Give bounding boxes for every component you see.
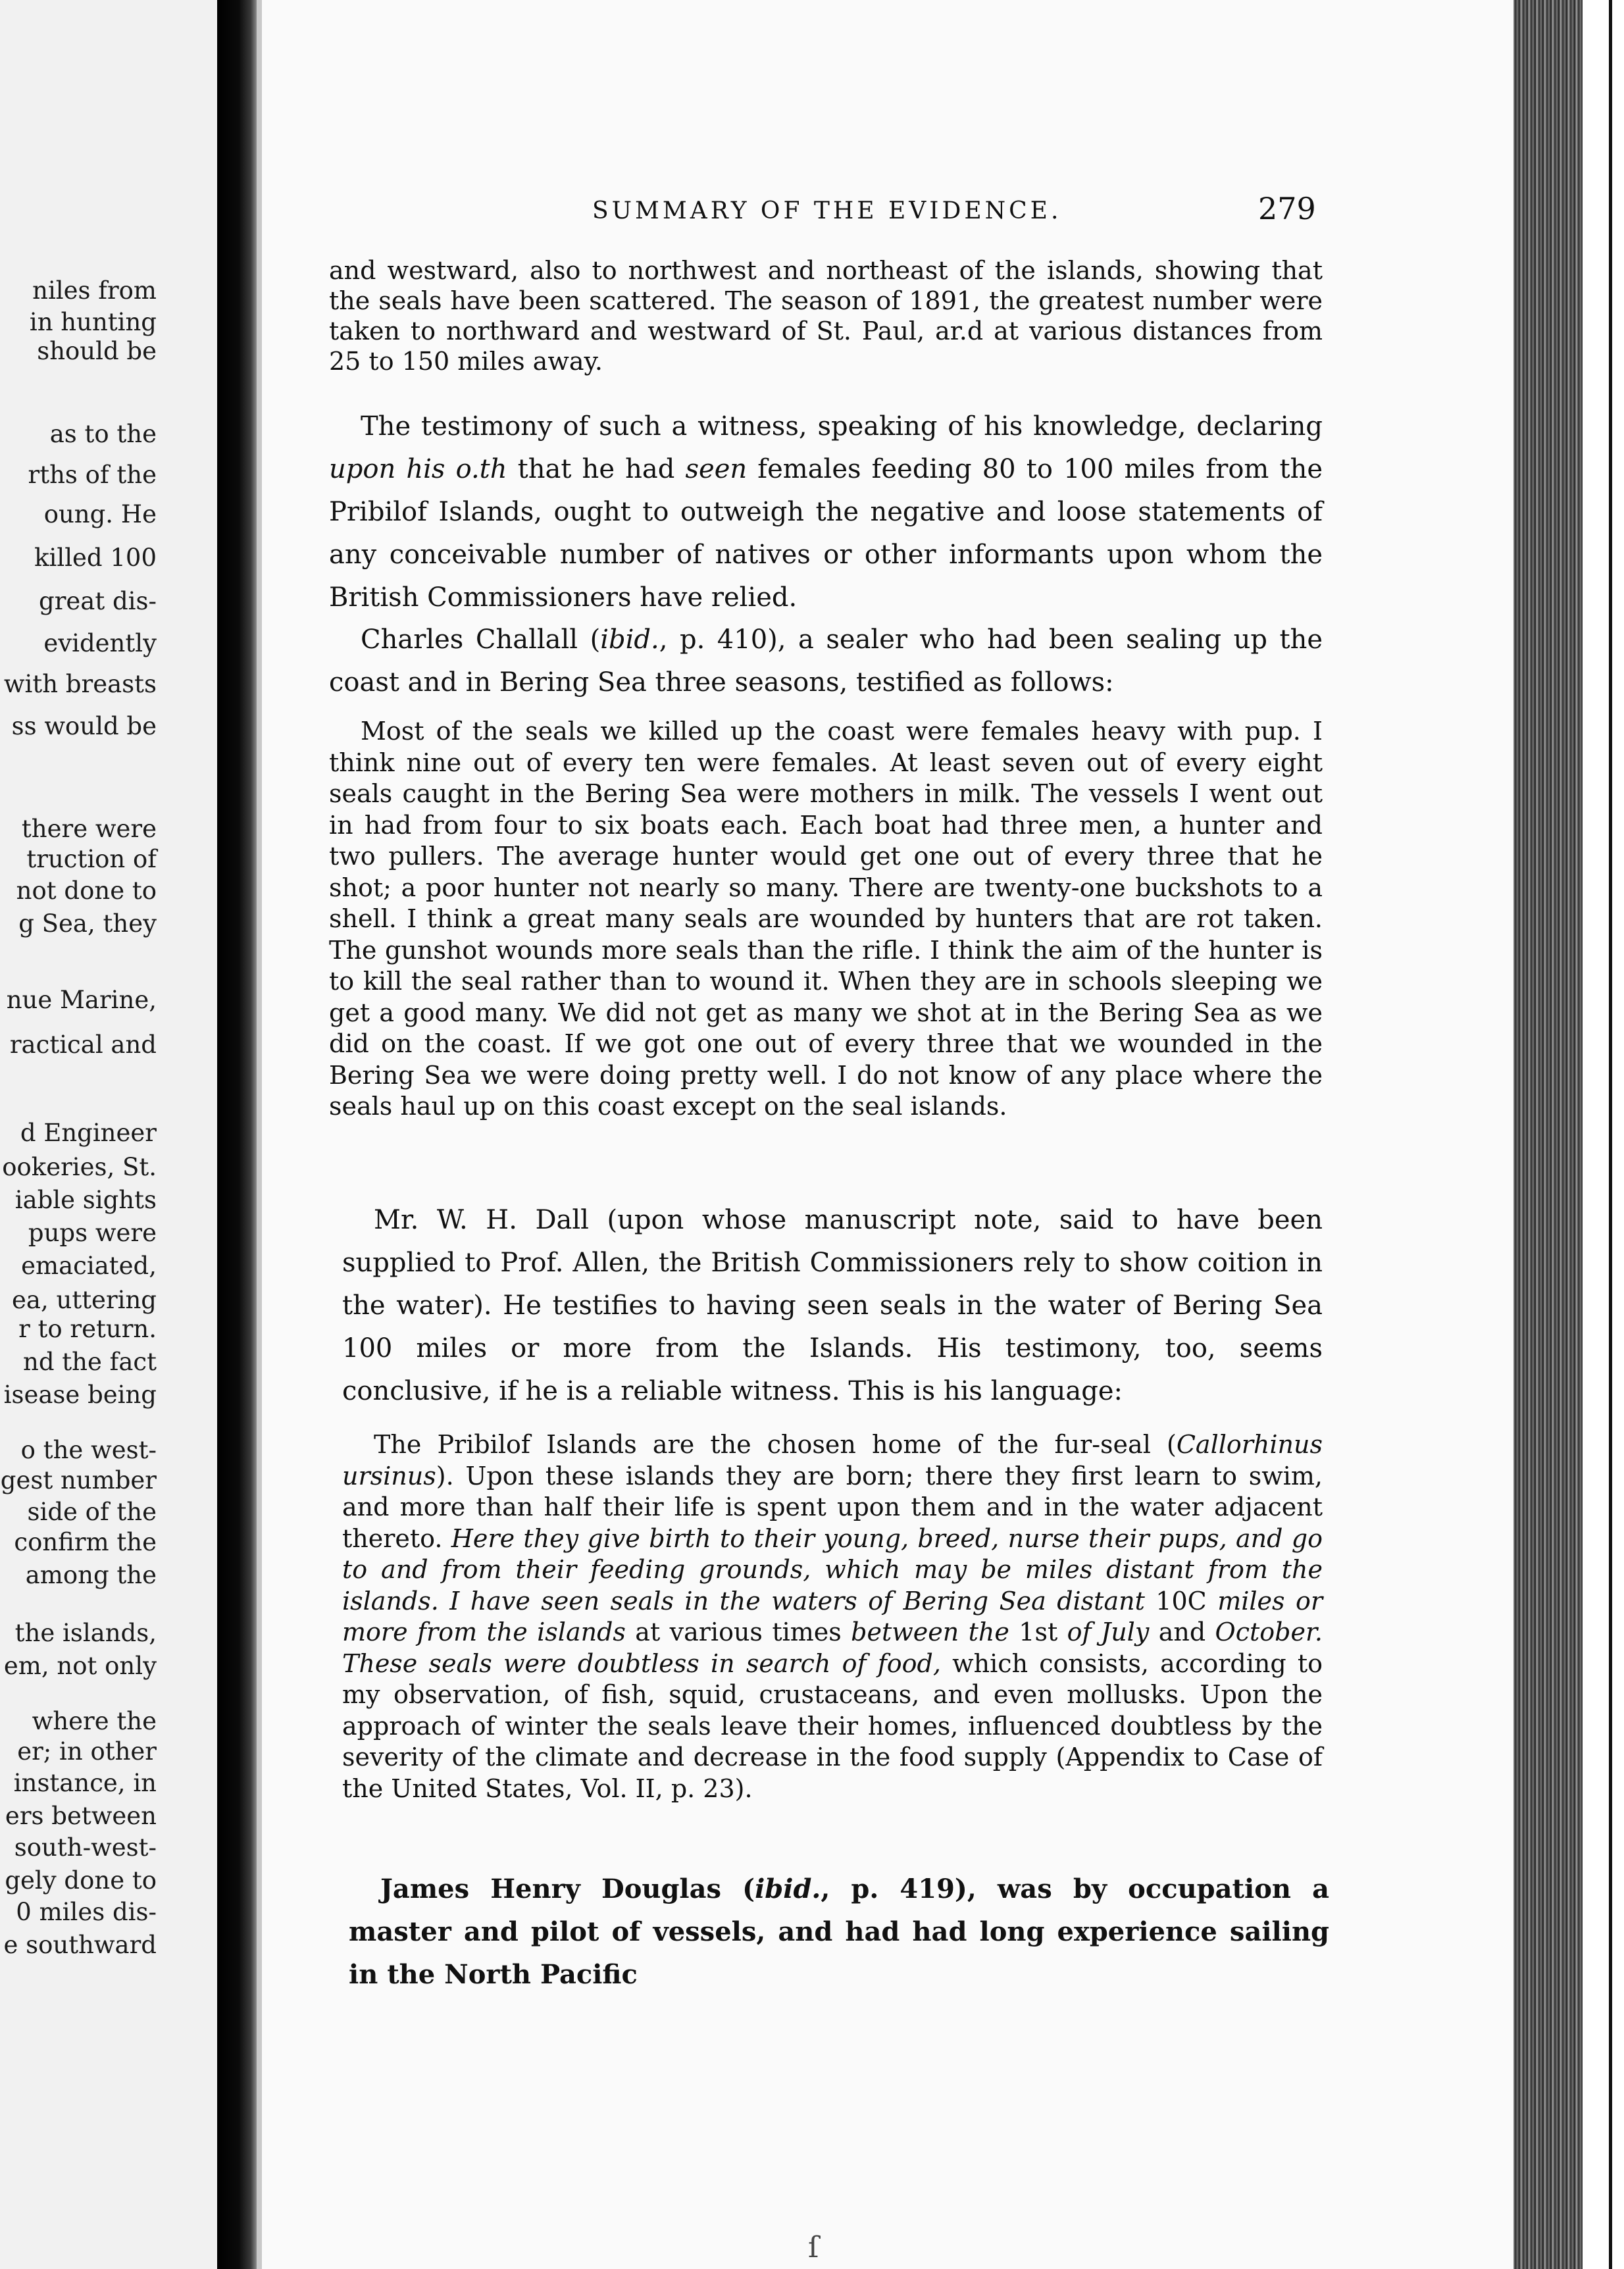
- q2-em5: of July: [1067, 1618, 1150, 1646]
- page-number: 279: [1258, 191, 1316, 226]
- left-page-line: pups were: [28, 1219, 157, 1247]
- paragraph-4-text: Mr. W. H. Dall (upon whose manuscript note, said to have been supplied to Prof. Allen, the British Commissioners rely to show coition in the water). He testifies to having seen seals in the water of Bering Sea 100 miles or more from the Islands. His testimony, too, seems conclusive, if he is a reliable witness. This is his language:: [342, 1205, 1323, 1406]
- p3-em: ibid.: [600, 625, 659, 655]
- left-page-line: gest number: [0, 1466, 157, 1494]
- paragraph-5-text: [349, 1868, 1329, 1996]
- left-page-line: ers between: [5, 1802, 157, 1830]
- left-page-line: there were: [21, 815, 157, 843]
- q2-a: The Pribilof Islands are the chosen home of the fur-seal (: [374, 1430, 1177, 1459]
- p2-b: that he had: [507, 454, 686, 484]
- p5-a: James Henry Douglas (: [380, 1874, 755, 1904]
- q2-em3: miles or more from the islands: [342, 1586, 1323, 1646]
- left-page-line: iable sights: [14, 1186, 157, 1214]
- paragraph-3: [329, 619, 1323, 704]
- paragraph-1-text: and westward, also to northwest and northeast of the islands, showing that the seals have been scattered. The season of 1891, the greatest number were taken to northward and westward of St. Paul, ar.d at various distances from 25 to 150 miles away.: [329, 256, 1323, 376]
- left-page-line: killed 100: [34, 544, 157, 572]
- left-page-line: in hunting: [29, 308, 157, 336]
- left-page-line: oung. He: [43, 500, 157, 528]
- q2-em6: October. These seals were doubtless in search of food,: [342, 1618, 1323, 1678]
- left-page-line: not done to: [16, 877, 157, 905]
- quote-1-text: Most of the seals we killed up the coast were females heavy with pup. I think nine out of every ten were females. At least seven out of every eight seals caught in the Bering Sea were mothers in milk. The vessels I went out in had from four to six boats each. Each boat had three men, a hunter and two pullers. The average hunter would get one out of every three that he shot; a poor hunter not nearly so many. There are twenty-one buckshots to a shell. I think a great many seals are wounded by hunters that are rot taken. The gunshot wounds more seals than the rifle. I think the aim of the hunter is to kill the seal rather than to wound it. When they are in schools sleeping we get a good many. We did not get as many we shot at in the Bering Sea as we did on the coast. If we got one out of every three that we wounded in the Bering Sea we were doing pretty well. I do not know of any place where the seals haul up on this coast except on the seal islands.: [329, 717, 1323, 1121]
- running-header: SUMMARY OF THE EVIDENCE.: [592, 197, 1062, 224]
- paragraph-1: [329, 255, 1323, 376]
- left-page-line: among the: [25, 1561, 157, 1589]
- left-page-line: rths of the: [28, 461, 157, 489]
- left-page-line: isease being: [3, 1381, 157, 1409]
- q2-b: ). Upon these islands they are born; there they first learn to swim, and more than half their life is spent upon them and in the water adjacent thereto.: [342, 1461, 1323, 1553]
- q2-em4: between the: [851, 1618, 1009, 1646]
- left-page-line: d Engineer: [20, 1119, 157, 1147]
- book-gutter: [217, 0, 257, 2269]
- left-page-line: ss would be: [11, 712, 157, 740]
- q2-c: 10C: [1144, 1586, 1218, 1616]
- left-page-line: nue Marine,: [6, 986, 157, 1014]
- left-page-line: truction of: [26, 845, 157, 873]
- left-page-line: with breasts: [3, 670, 157, 698]
- left-page-line: gely done to: [5, 1866, 157, 1895]
- page-bottom-mark: ſ: [808, 2231, 819, 2264]
- left-page-line: niles from: [32, 276, 157, 305]
- left-page-line: em, not only: [3, 1652, 157, 1680]
- scan-margin: [1583, 0, 1624, 2269]
- q2-g: which consists, according to my observation, of fish, squid, crustaceans, and even mollusks. Upon the approach of winter the seals leave their homes, influenced doubtless by the severity of the climate and decrease in the food supply (Appendix to Case of the United States, Vol. II, p. 23).: [342, 1648, 1323, 1803]
- quote-2: [342, 1429, 1323, 1804]
- quote-1: [329, 716, 1323, 1123]
- q2-e: 1st: [1009, 1618, 1067, 1646]
- scan-edge-line: [1609, 0, 1612, 2269]
- paragraph-3-text: [329, 619, 1323, 704]
- left-page-line: o the west-: [20, 1436, 157, 1464]
- left-page-fragment: [0, 0, 217, 2269]
- left-page-line: g Sea, they: [18, 909, 157, 938]
- left-page-line: where the: [32, 1707, 157, 1735]
- paragraph-4: [342, 1199, 1323, 1413]
- paragraph-2: [329, 405, 1323, 619]
- p2-c: females feeding 80 to 100 miles from the Pribilof Islands, ought to outweigh the negative and loose statements of any conceivable number of natives or other informants upon whom the British Commissioners have relied.: [329, 454, 1323, 613]
- gutter-strip: [257, 0, 262, 2269]
- left-page-line: the islands,: [14, 1619, 157, 1647]
- left-page-line: ea, uttering: [12, 1286, 157, 1314]
- left-page-line: instance, in: [13, 1769, 157, 1797]
- q2-em1: Callorhinus ursinus: [342, 1430, 1323, 1491]
- left-page-line: should be: [37, 337, 157, 365]
- q2-d: at various times: [625, 1618, 851, 1646]
- left-page-line: ractical and: [9, 1031, 157, 1059]
- paragraph-2-text: [329, 405, 1323, 619]
- left-page-line: e southward: [3, 1931, 157, 1959]
- p3-a: Charles Challall (: [361, 625, 601, 655]
- left-page-line: emaciated,: [21, 1252, 157, 1280]
- left-page-line: er; in other: [17, 1737, 157, 1766]
- p2-a: The testimony of such a witness, speaking of his knowledge, declaring: [361, 411, 1323, 442]
- left-page-line: evidently: [43, 629, 157, 657]
- left-page-line: r to return.: [18, 1315, 157, 1343]
- q2-em2: Here they give birth to their young, breed, nurse their pups, and go to and from their feeding grounds, which may be miles distant from the islands. I have seen seals in the waters of Bering Sea distant: [342, 1523, 1323, 1616]
- p2-em1: upon his o.th: [329, 454, 507, 484]
- left-page-line: ookeries, St.: [2, 1153, 157, 1181]
- left-page-line: great dis-: [39, 587, 157, 615]
- p3-b: , p. 410), a sealer who had been sealing up the coast and in Bering Sea three seasons, testified as follows:: [329, 625, 1323, 698]
- quote-2-text: [342, 1429, 1323, 1804]
- left-page-line: 0 miles dis-: [16, 1898, 157, 1926]
- p5-b: , p. 419), was by occupation a master and pilot of vessels, and had had long experience sailing in the North Pacific: [349, 1874, 1329, 1990]
- left-page-line: confirm the: [14, 1528, 157, 1556]
- left-page-line: south-west-: [14, 1833, 157, 1862]
- p2-em2: seen: [685, 454, 748, 484]
- left-page-line: side of the: [27, 1498, 157, 1526]
- q2-f: and: [1149, 1618, 1215, 1646]
- p5-em: ibid.: [755, 1874, 821, 1904]
- paragraph-5: [349, 1868, 1329, 1996]
- left-page-line: nd the fact: [23, 1348, 157, 1376]
- left-page-line: as to the: [49, 420, 157, 448]
